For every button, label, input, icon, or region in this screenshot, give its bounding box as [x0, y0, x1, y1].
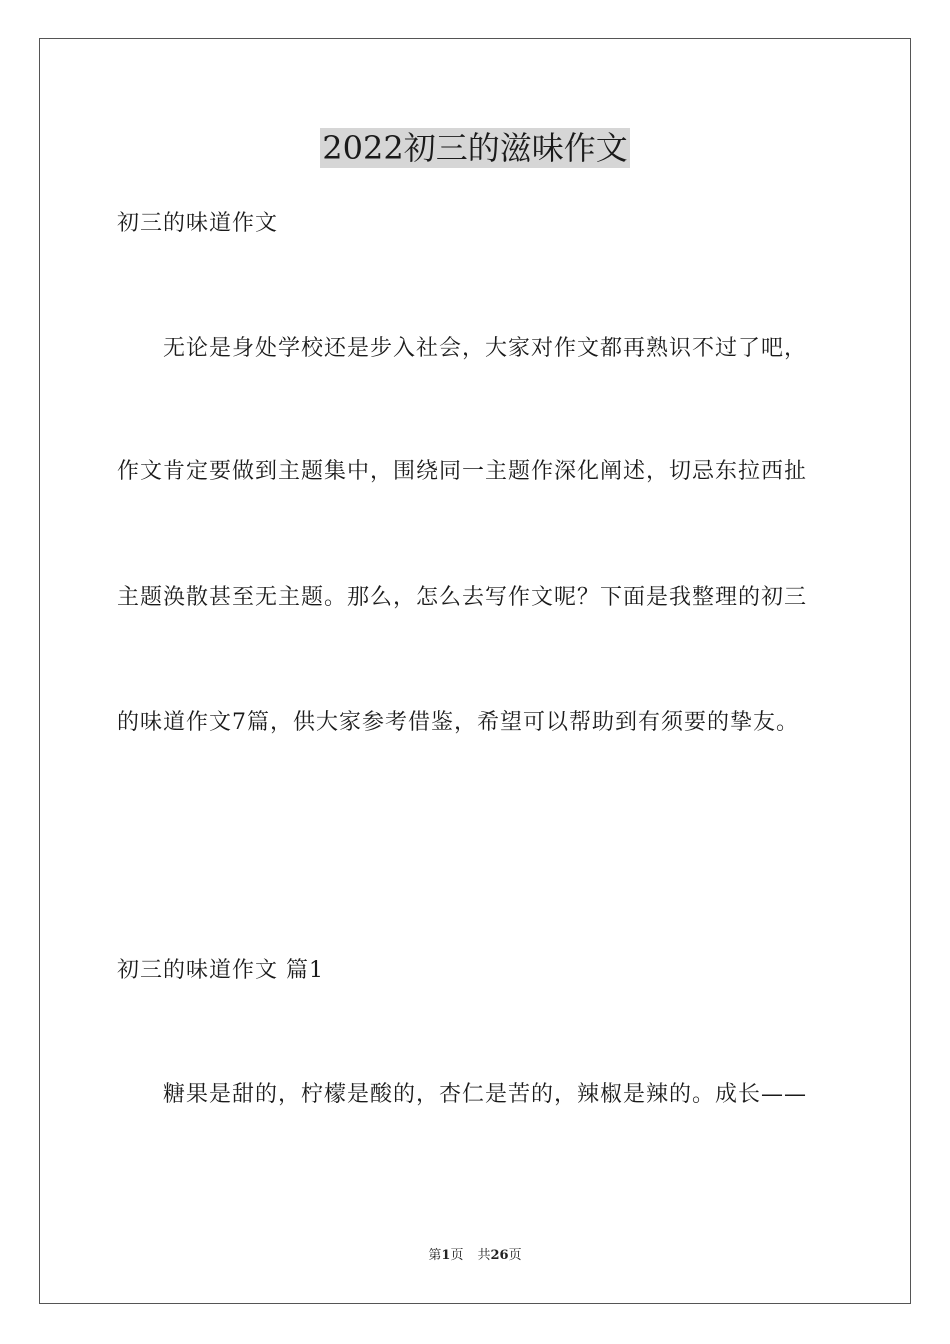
intro-line-4: 的味道作文7篇，供大家参考借鉴，希望可以帮助到有须要的挚友。 — [117, 710, 799, 735]
intro-line-1: 无论是身处学校还是步入社会，大家对作文都再熟识不过了吧， — [163, 336, 808, 361]
intro-line-3: 主题涣散甚至无主题。那么，怎么去写作文呢？下面是我整理的初三 — [117, 585, 808, 610]
document-subtitle: 初三的味道作文 — [117, 211, 279, 236]
footer-page-suffix: 页 — [450, 1248, 464, 1263]
document-title — [0, 128, 950, 168]
intro-line-2: 作文肯定要做到主题集中，围绕同一主题作深化阐述，切忌东拉西扯 — [117, 459, 808, 484]
footer-total-suffix: 页 — [508, 1248, 522, 1263]
page-footer — [0, 1247, 950, 1265]
section-line-1: 糖果是甜的，柠檬是酸的，杏仁是苦的，辣椒是辣的。成长—— — [163, 1082, 808, 1107]
footer-page-total: 26 — [490, 1248, 509, 1263]
footer-total-prefix: 共 — [477, 1248, 491, 1263]
footer-page-current: 1 — [441, 1248, 451, 1263]
document-title-text: 2022初三的滋味作文 — [322, 129, 628, 167]
section-heading: 初三的味道作文 篇1 — [117, 958, 324, 983]
footer-page-prefix: 第 — [428, 1248, 442, 1263]
